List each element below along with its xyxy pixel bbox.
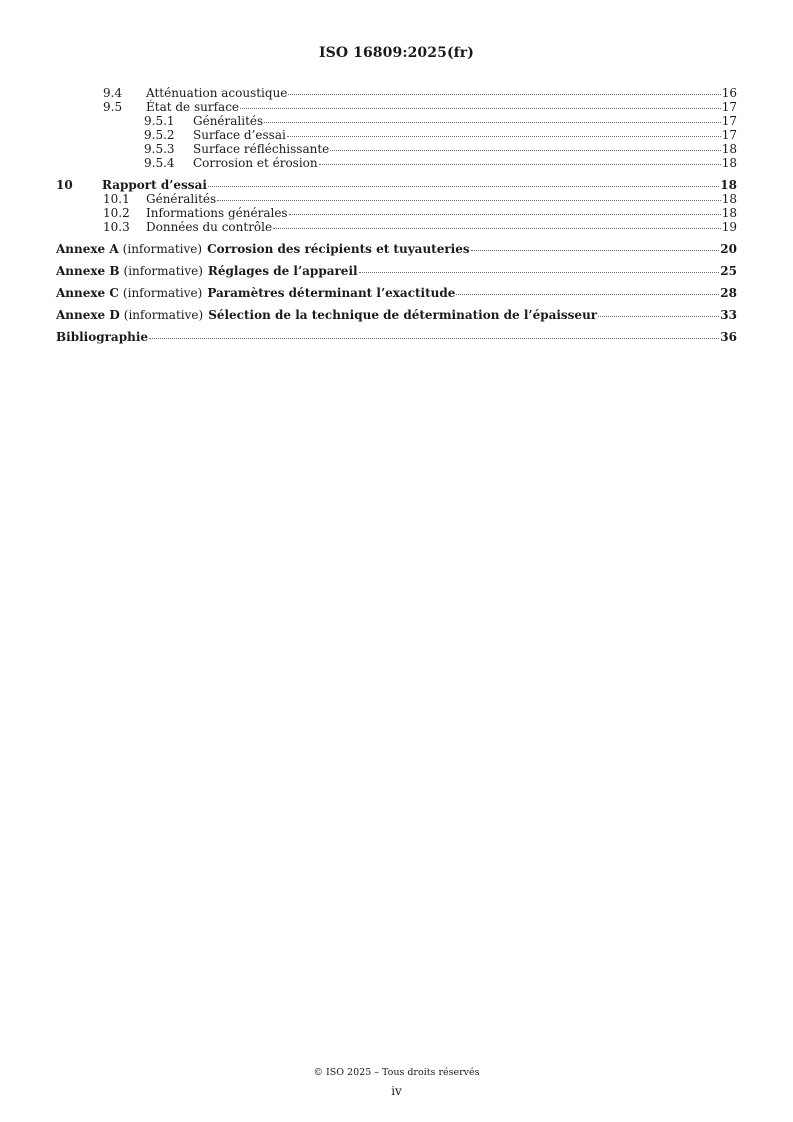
bibliography-page: 36: [720, 330, 737, 344]
toc-entry-page: 18: [721, 206, 737, 220]
toc-entry-number: 9.5.2: [144, 128, 175, 142]
annex-label: Annexe A: [56, 242, 119, 256]
toc-entry-9-5-1[interactable]: [56, 114, 737, 128]
toc-entry-title: Surface d’essai: [193, 128, 286, 142]
dot-leader: [456, 294, 719, 295]
annex-page: 28: [720, 286, 737, 300]
dot-leader: [264, 122, 721, 123]
toc-bibliography[interactable]: [56, 330, 737, 344]
toc-entry-page: 17: [721, 128, 737, 142]
toc-entry-title: Informations générales: [146, 206, 288, 220]
toc-entry-title: Généralités: [193, 114, 264, 128]
toc-entry-title: Surface réfléchissante: [193, 142, 330, 156]
toc-entry-title: Généralités: [146, 192, 217, 206]
table-of-contents: [56, 86, 737, 344]
annex-type: (informative): [123, 264, 203, 278]
annex-type: (informative): [122, 286, 203, 300]
toc-annex-a[interactable]: [56, 242, 737, 256]
toc-entry-title: Corrosion et érosion: [193, 156, 318, 170]
dot-leader: [319, 164, 721, 165]
annex-title: Réglages de l’appareil: [207, 264, 358, 278]
annex-type: (informative): [122, 242, 203, 256]
dot-leader: [208, 186, 719, 187]
dot-leader: [598, 316, 719, 317]
dot-leader: [240, 108, 721, 109]
toc-entry-page: 17: [721, 100, 737, 114]
toc-annex-c[interactable]: [56, 286, 737, 300]
toc-entry-number: 9.4: [103, 86, 123, 100]
toc-entry-10-3[interactable]: [56, 220, 737, 234]
toc-entry-9-5-2[interactable]: [56, 128, 737, 142]
annex-label: Annexe C: [56, 286, 119, 300]
toc-entry-number: 10.2: [103, 206, 130, 220]
toc-entry-page: 18: [721, 156, 737, 170]
annex-title: Corrosion des récipients et tuyauteries: [207, 242, 470, 256]
copyright-notice: © ISO 2025 – Tous droits réservés: [313, 1067, 480, 1078]
toc-entry-title: Rapport d’essai: [102, 178, 207, 192]
annex-label: Annexe B: [56, 264, 120, 278]
dot-leader: [330, 150, 720, 151]
toc-entry-9-5[interactable]: [56, 100, 737, 114]
toc-entry-9-5-3[interactable]: [56, 142, 737, 156]
toc-entry-number: 9.5.3: [144, 142, 175, 156]
toc-annex-d[interactable]: [56, 308, 737, 322]
toc-entry-10-2[interactable]: [56, 206, 737, 220]
annex-type: (informative): [123, 308, 204, 322]
dot-leader: [471, 250, 720, 251]
toc-entry-number: 10.3: [103, 220, 130, 234]
dot-leader: [287, 136, 721, 137]
toc-entry-10[interactable]: [56, 178, 737, 192]
dot-leader: [289, 214, 721, 215]
annex-page: 33: [720, 308, 737, 322]
toc-entry-number: 9.5.4: [144, 156, 175, 170]
dot-leader: [273, 228, 721, 229]
toc-entry-number: 10: [56, 178, 73, 192]
toc-entry-page: 17: [721, 114, 737, 128]
toc-entry-page: 18: [721, 142, 737, 156]
toc-entry-10-1[interactable]: [56, 192, 737, 206]
toc-entry-title: Données du contrôle: [146, 220, 273, 234]
toc-entry-number: 9.5.1: [144, 114, 175, 128]
annex-page: 20: [720, 242, 737, 256]
toc-entry-number: 10.1: [103, 192, 130, 206]
toc-entry-number: 9.5: [103, 100, 123, 114]
toc-entry-title: Atténuation acoustique: [146, 86, 288, 100]
dot-leader: [359, 272, 720, 273]
bibliography-title: Bibliographie: [56, 330, 149, 344]
toc-annex-b[interactable]: [56, 264, 737, 278]
page-number: iv: [391, 1084, 402, 1098]
toc-entry-title: État de surface: [146, 100, 240, 114]
toc-entry-9-4[interactable]: [56, 86, 737, 100]
dot-leader: [149, 338, 719, 339]
toc-entry-9-5-4[interactable]: [56, 156, 737, 170]
annex-title: Sélection de la technique de détermination de l’épaisseur: [208, 308, 598, 322]
document-header: ISO 16809:2025(fr): [318, 45, 474, 61]
annex-title: Paramètres déterminant l’exactitude: [207, 286, 456, 300]
toc-entry-page: 19: [721, 220, 737, 234]
toc-entry-page: 18: [720, 178, 737, 192]
annex-page: 25: [720, 264, 737, 278]
annex-label: Annexe D: [56, 308, 120, 322]
dot-leader: [288, 94, 720, 95]
dot-leader: [217, 200, 721, 201]
toc-entry-page: 16: [721, 86, 737, 100]
toc-entry-page: 18: [721, 192, 737, 206]
